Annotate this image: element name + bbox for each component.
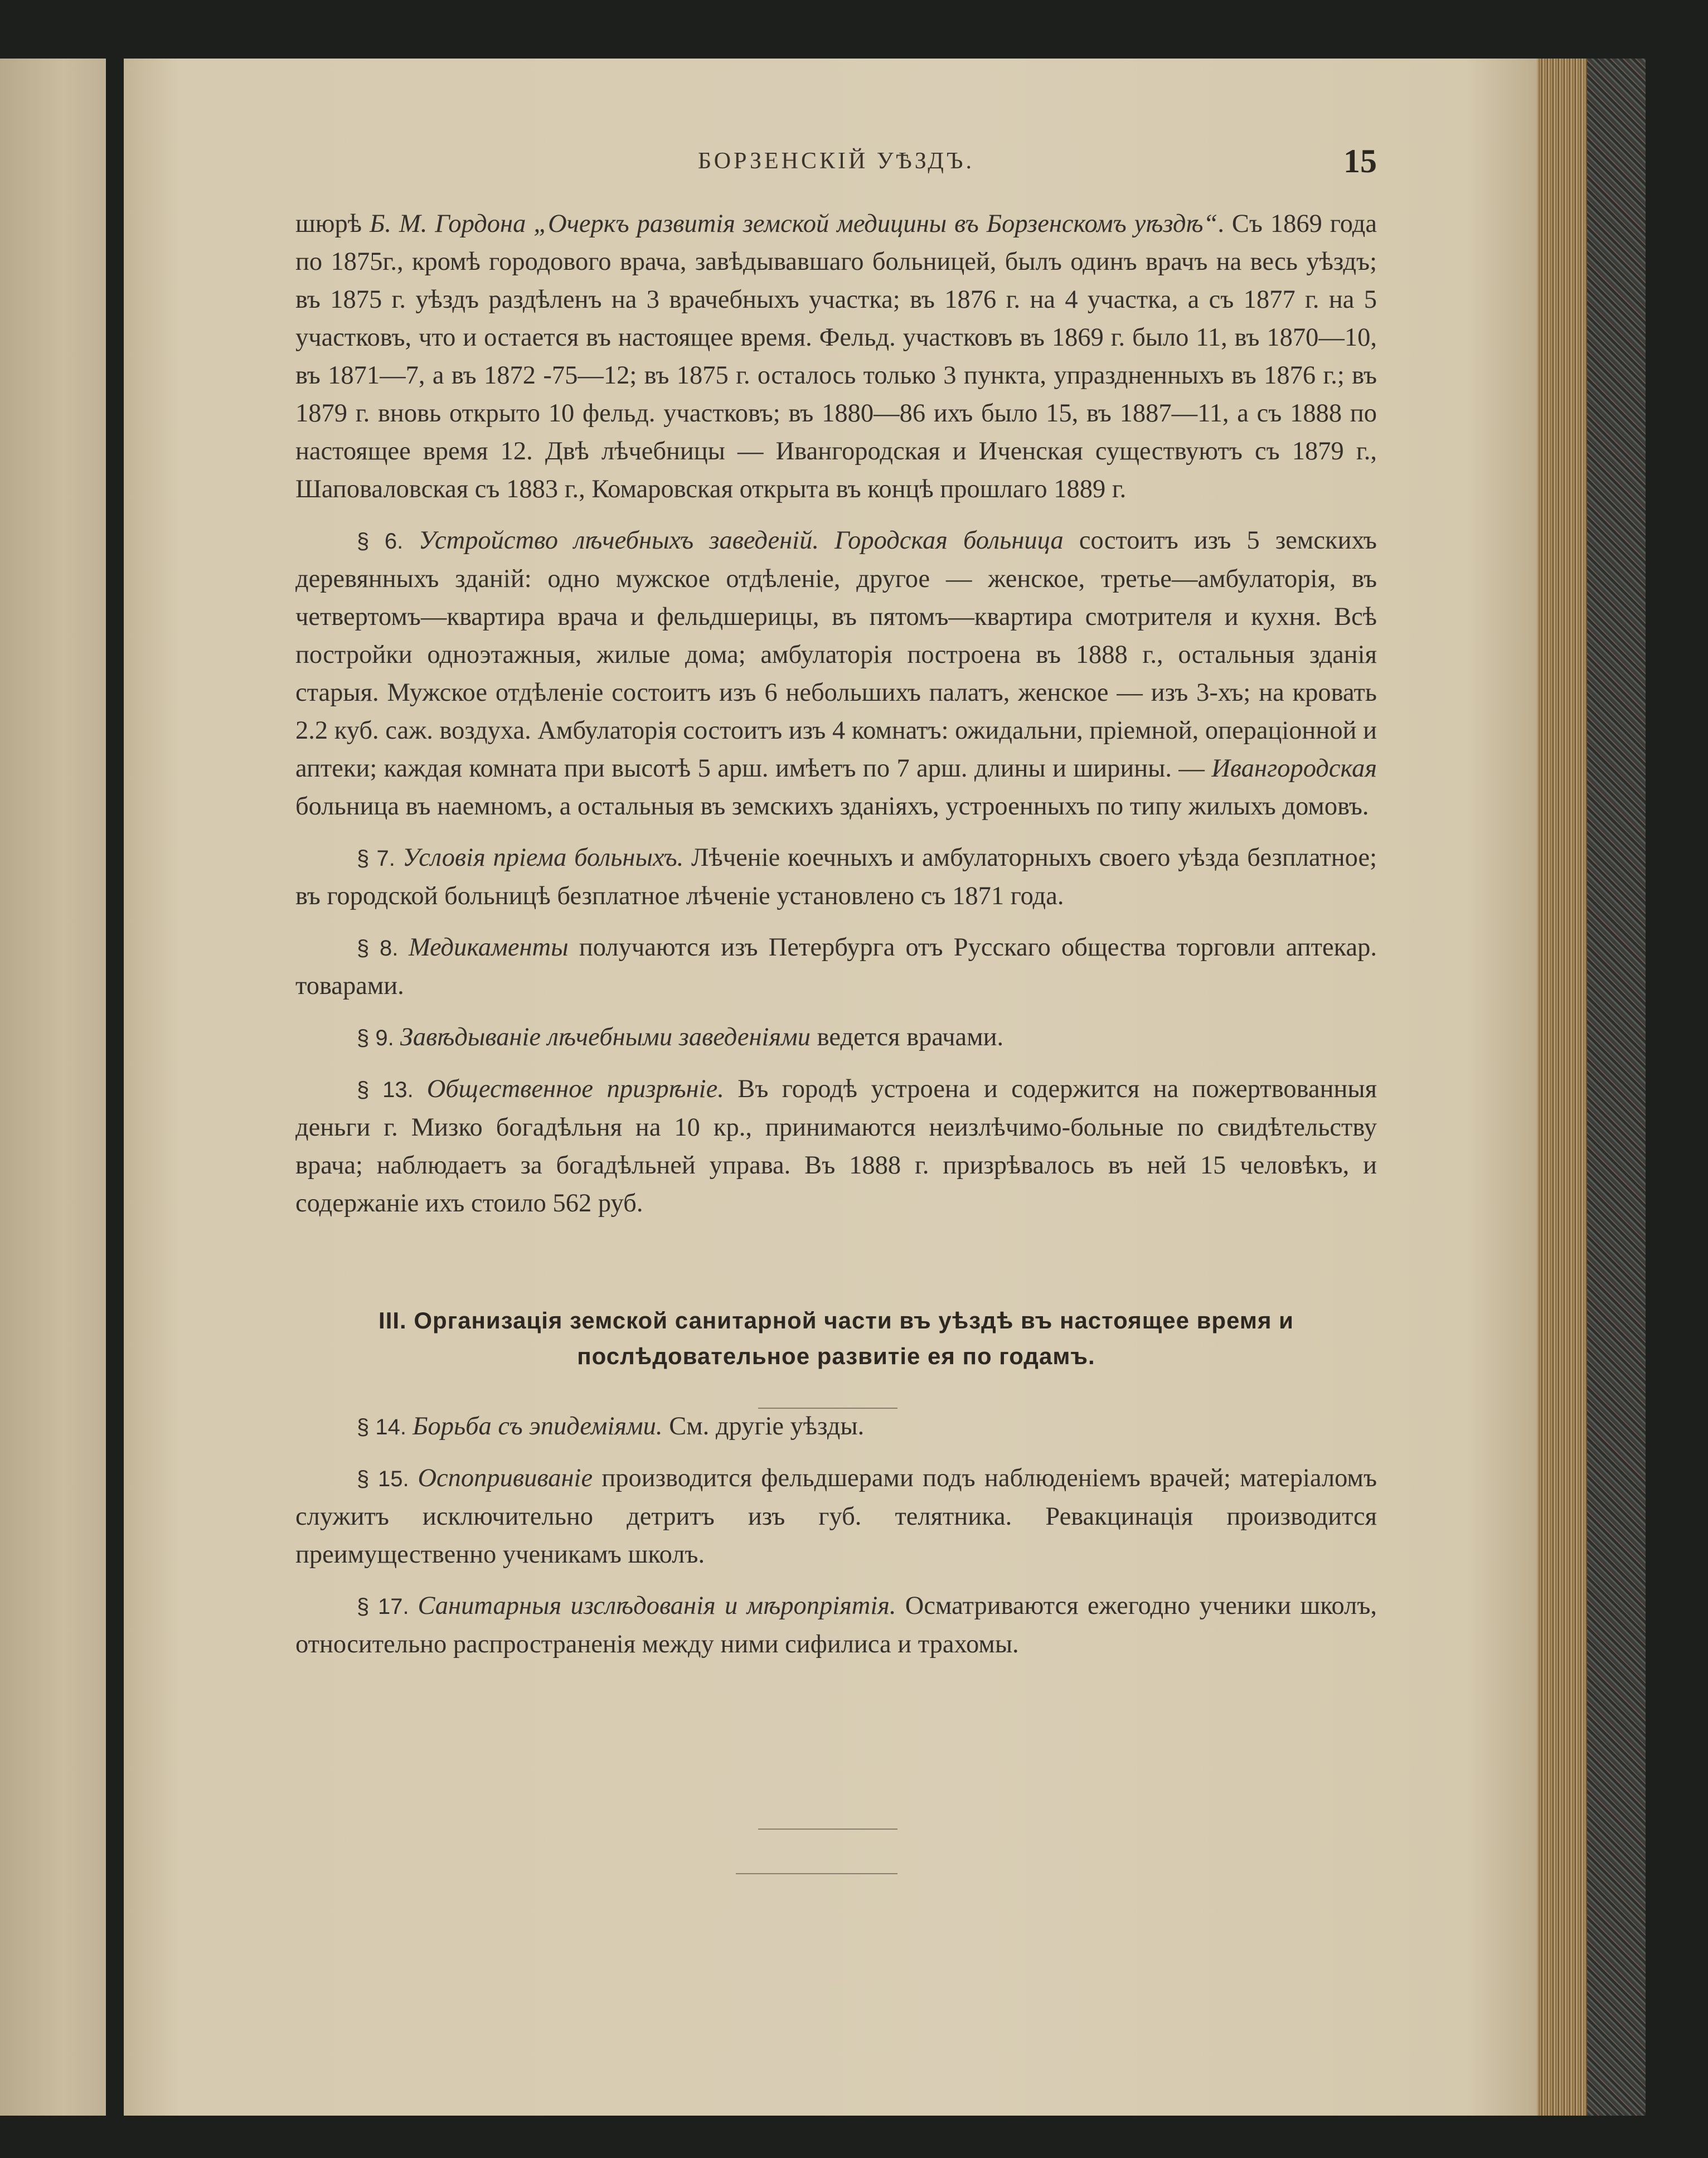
text-run: . Съ 1869 года по 1875г., кромѣ городового врача, завѣдывавшаго больницей, былъ одинъ врачъ на весь уѣздъ; въ 1875 г. уѣздъ раздѣленъ на 3 врачебныхъ участка; въ 1876 г. на 4 участка, а съ 1877 г. на 5 участковъ, что и остается въ настоящее время. Фельд. участковъ въ 1869 г. было 11, въ 1870—10, въ 1871—7, а въ 1872 -75—12; въ 1875 г. осталось только 3 пункта, упраздненныхъ въ 1876 г.; въ 1879 г. вновь открыто 10 фельд. участковъ; въ 1880—86 ихъ было 15, въ 1887—11, а съ 1888 по настоящее время 12. Двѣ лѣчебницы — Ивангородская и Иченская существуютъ съ 1879 г., Шаповаловская съ 1883 г., Комаровская открыта въ концѣ прошлаго 1889 г. <box>295 210 1377 503</box>
page-body <box>295 205 1377 1677</box>
section-number: § 8. <box>357 936 409 961</box>
section-number: § 17. <box>357 1594 418 1619</box>
paragraph-intro <box>295 205 1377 508</box>
text-run: ведется врачами. <box>811 1023 1004 1051</box>
paragraph-block-1 <box>295 205 1377 1236</box>
end-rule <box>758 1829 897 1830</box>
text-run: Лѣченіе коечныхъ и амбулаторныхъ своего уѣзда безплатное; въ городской больницѣ безплатное лѣченіе установлено съ 1871 года. <box>295 843 1377 910</box>
text-run: шюрѣ <box>295 210 370 238</box>
italic-text: Завѣдываніе лѣчебными заведеніями <box>400 1023 811 1051</box>
section-number: § 14. <box>357 1415 413 1439</box>
italic-text: Б. М. Гордона „Очеркъ развитія земской медицины въ Борзенскомъ уѣздѣ“ <box>370 210 1218 238</box>
italic-text: Борьба съ эпидеміями. <box>413 1412 663 1441</box>
end-rule-2 <box>736 1873 897 1874</box>
italic-text: Санитарныя изслѣдованія и мѣропріятія. <box>418 1592 896 1620</box>
paragraph-s6 <box>295 522 1377 826</box>
italic-text: Устройство лѣчебныхъ заведеній. Городская больница <box>418 526 1064 555</box>
page-number: 15 <box>1343 143 1377 180</box>
left-page-edge <box>0 59 106 2116</box>
section-number: § 9. <box>357 1026 400 1050</box>
running-head: БОРЗЕНСКІЙ УѢЗДЪ. <box>697 148 975 174</box>
section-heading-line2: послѣдовательное развитіе ея по годамъ. <box>577 1343 1095 1369</box>
section-number: § 7. <box>357 846 403 871</box>
section-separator <box>295 1236 1377 1303</box>
paragraph-s15 <box>295 1459 1377 1574</box>
paragraph-s9 <box>295 1019 1377 1057</box>
section-number: § 15. <box>357 1467 418 1491</box>
paragraph-s14 <box>295 1408 1377 1446</box>
paragraph-s8 <box>295 929 1377 1005</box>
paragraph-s7 <box>295 839 1377 915</box>
italic-text: Оспопрививаніе <box>418 1464 593 1492</box>
text-run: состоитъ изъ 5 земскихъ деревянныхъ зданій: одно мужское отдѣленіе, другое — женское, третье—амбулаторія, въ четвертомъ—квартира врача и фельдшерицы, въ пятомъ—квартира смотрителя и кухня. Всѣ постройки одноэтажныя, жилые дома; амбулаторія построена въ 1888 г., остальныя зданія старыя. Мужское отдѣленіе состоитъ изъ 6 небольшихъ палатъ, женское — изъ 3-хъ; на кровать 2.2 куб. саж. воздуха. Амбулаторія состоитъ изъ 4 комнатъ: ожидальни, пріемной, операціонной и аптеки; каждая комната при высотѣ 5 арш. имѣетъ по 7 арш. длины и ширины. — <box>295 526 1377 783</box>
text-run: получаются изъ Петербурга отъ Русскаго общества торговли аптекар. товарами. <box>295 933 1377 1000</box>
italic-text: Условія пріема больныхъ. <box>402 843 684 872</box>
text-run: больница въ наемномъ, а остальныя въ земскихъ зданіяхъ, устроенныхъ по типу жилыхъ домовъ. <box>295 792 1369 821</box>
paragraph-s13 <box>295 1070 1377 1223</box>
text-run: Осматриваются ежегодно ученики школъ, относительно распространенія между ними сифилиса и трахомы. <box>295 1592 1377 1658</box>
paragraph-s17 <box>295 1587 1377 1664</box>
section-number: § 13. <box>357 1078 427 1102</box>
text-run: производится фельдшерами подъ наблюденіемъ врачей; матеріаломъ служитъ исключительно детритъ изъ губ. телятника. Ревакцинація производится преимущественно ученикамъ школъ. <box>295 1464 1377 1569</box>
italic-text: Ивангородская <box>1211 754 1377 783</box>
section-number: § 6. <box>357 529 419 554</box>
italic-text: Общественное призрѣніе. <box>426 1075 724 1103</box>
section-heading-line1: III. Организація земской санитарной части въ уѣздѣ въ настоящее время и <box>379 1307 1294 1333</box>
page-edges <box>1537 59 1587 2116</box>
paragraph-block-2 <box>295 1408 1377 1677</box>
text-run: Въ городѣ устроена и содержится на пожертвованныя деньги г. Мизко богадѣльня на 10 кр., принимаются неизлѣчимо-больные по свидѣтельству врача; наблюдаетъ за богадѣльней управа. Въ 1888 г. призрѣвалось въ ней 15 человѣкъ, и содержаніе ихъ стоило 562 руб. <box>295 1075 1377 1218</box>
italic-text: Медикаменты <box>409 933 569 962</box>
book-cover <box>1587 59 1646 2116</box>
text-run: См. другіе уѣзды. <box>662 1412 865 1441</box>
page-header <box>295 142 1377 181</box>
separator-rule <box>758 1408 897 1409</box>
